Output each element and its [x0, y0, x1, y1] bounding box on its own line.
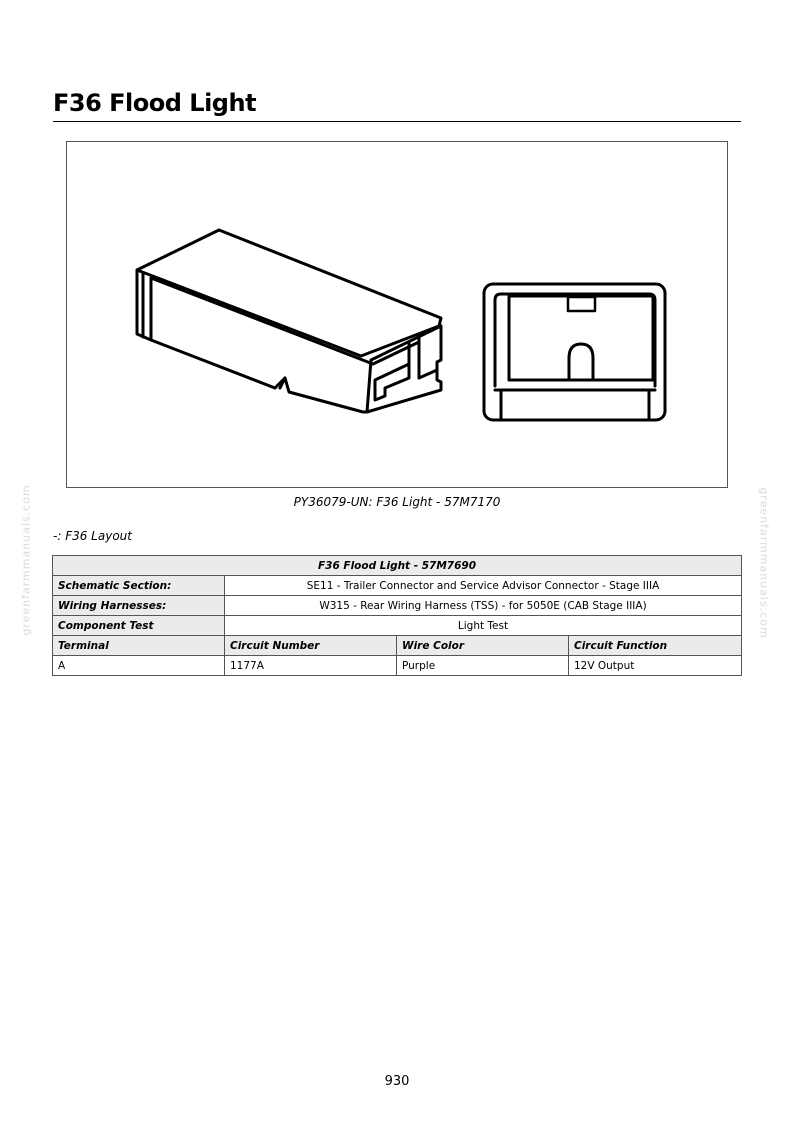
page-title: F36 Flood Light	[53, 86, 741, 122]
connector-figure	[66, 141, 728, 488]
header-circuit-number: Circuit Number	[225, 636, 397, 656]
connector-side-view	[137, 230, 441, 412]
connector-drawing	[67, 142, 729, 489]
header-circuit-function: Circuit Function	[569, 636, 742, 656]
page-number: 930	[384, 1074, 410, 1089]
terminal-cell: A	[53, 656, 225, 676]
harness-label: Wiring Harnesses:	[53, 596, 225, 616]
wire-color-cell: Purple	[397, 656, 569, 676]
header-terminal: Terminal	[53, 636, 225, 656]
watermark-left: greenfarmmanuals.com	[19, 484, 33, 636]
table-title-row	[53, 556, 742, 576]
connector-front-view	[484, 284, 665, 420]
component-test-value: Light Test	[225, 616, 742, 636]
figure-caption: PY36079-UN: F36 Light - 57M7170	[293, 495, 501, 509]
connector-table	[52, 555, 742, 676]
layout-label: -: F36 Layout	[53, 529, 132, 543]
harness-value: W315 - Rear Wiring Harness (TSS) - for 5050E (CAB Stage IIIA)	[225, 596, 742, 616]
schematic-row	[53, 576, 742, 596]
component-test-label: Component Test	[53, 616, 225, 636]
component-test-row	[53, 616, 742, 636]
circuit-number-cell: 1177A	[225, 656, 397, 676]
circuit-function-cell: 12V Output	[569, 656, 742, 676]
watermark-right: greenfarmmanuals.com	[757, 487, 771, 639]
schematic-label: Schematic Section:	[53, 576, 225, 596]
table-title: F36 Flood Light - 57M7690	[53, 556, 742, 576]
header-row	[53, 636, 742, 656]
header-wire-color: Wire Color	[397, 636, 569, 656]
table-row	[53, 656, 742, 676]
harness-row	[53, 596, 742, 616]
schematic-value: SE11 - Trailer Connector and Service Advisor Connector - Stage IIIA	[225, 576, 742, 596]
